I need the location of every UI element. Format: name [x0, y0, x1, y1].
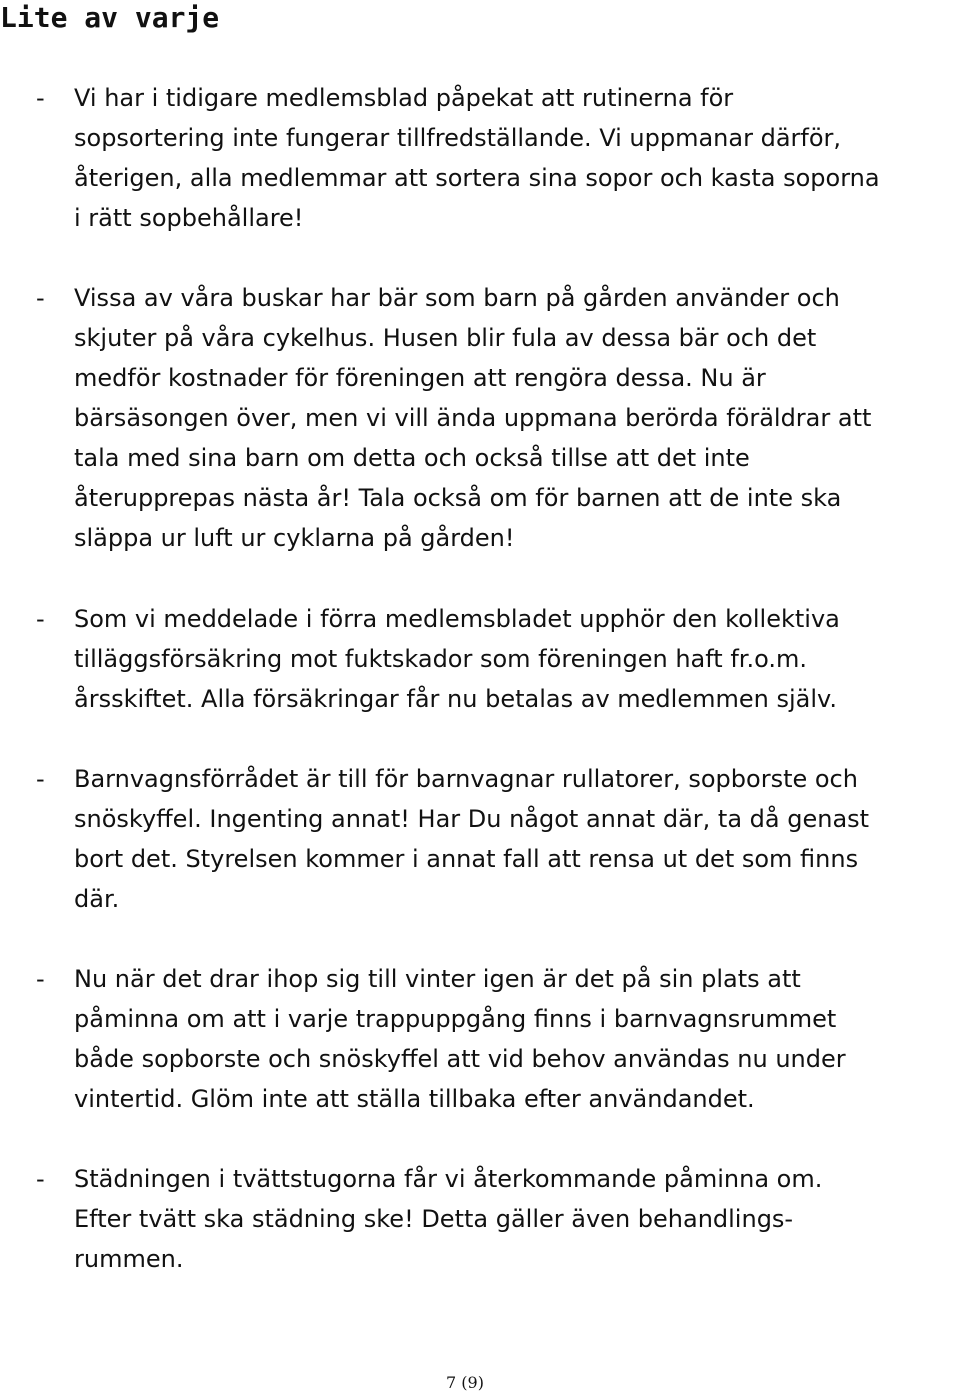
list-item-text: Städningen i tvättstugorna får vi återkommande påminna om. Efter tvätt ska städning ske! Detta gäller även behandlings- rummen. [74, 1165, 823, 1273]
bullet-dash: - [36, 1165, 45, 1193]
page-title: Lite av varje [0, 1, 220, 34]
bullet-dash: - [36, 84, 45, 112]
bullet-dash: - [36, 605, 45, 633]
bullet-dash: - [36, 765, 45, 793]
list-item-text: Nu när det drar ihop sig till vinter igen är det på sin plats att påminna om att i varje trappuppgång finns i barnvagnsrummet både sopborste och snöskyffel att vid behov användas nu under vintertid. Glöm inte att ställa tillbaka efter användandet. [74, 965, 846, 1113]
list-item-text: Barnvagnsförrådet är till för barnvagnar rullatorer, sopborste och snöskyffel. Ingenting annat! Har Du något annat där, ta då genast bort det. Styrelsen kommer i annat fall att rensa ut det som finns där. [74, 765, 870, 913]
list-item-text: Vi har i tidigare medlemsblad påpekat att rutinerna för sopsortering inte fungerar tillfredställande. Vi uppmanar därför, återigen, alla medlemmar att sortera sina sopor och kasta soporna i rätt sopbehållare! [74, 84, 880, 232]
bullet-dash: - [36, 965, 45, 993]
page-number: 7 (9) [446, 1373, 484, 1392]
list-item-text: Som vi meddelade i förra medlemsbladet upphör den kollektiva tilläggsförsäkring mot fuktskador som föreningen haft fr.o.m. årsskiftet. Alla försäkringar får nu betalas av medlemmen själv. [74, 605, 840, 713]
list-item-text: Vissa av våra buskar har bär som barn på gården använder och skjuter på våra cykelhus. Husen blir fula av dessa bär och det medför kostnader för föreningen att rengöra dessa. Nu är bärsäsongen över, men vi vill ända uppmana berörda föräldrar att tala med sina barn om detta och också tillse att det inte återupprepas nästa år! Tala också om för barnen att de inte ska släppa ur luft ur cyklarna på gården! [74, 284, 872, 552]
bullet-dash: - [36, 284, 45, 312]
